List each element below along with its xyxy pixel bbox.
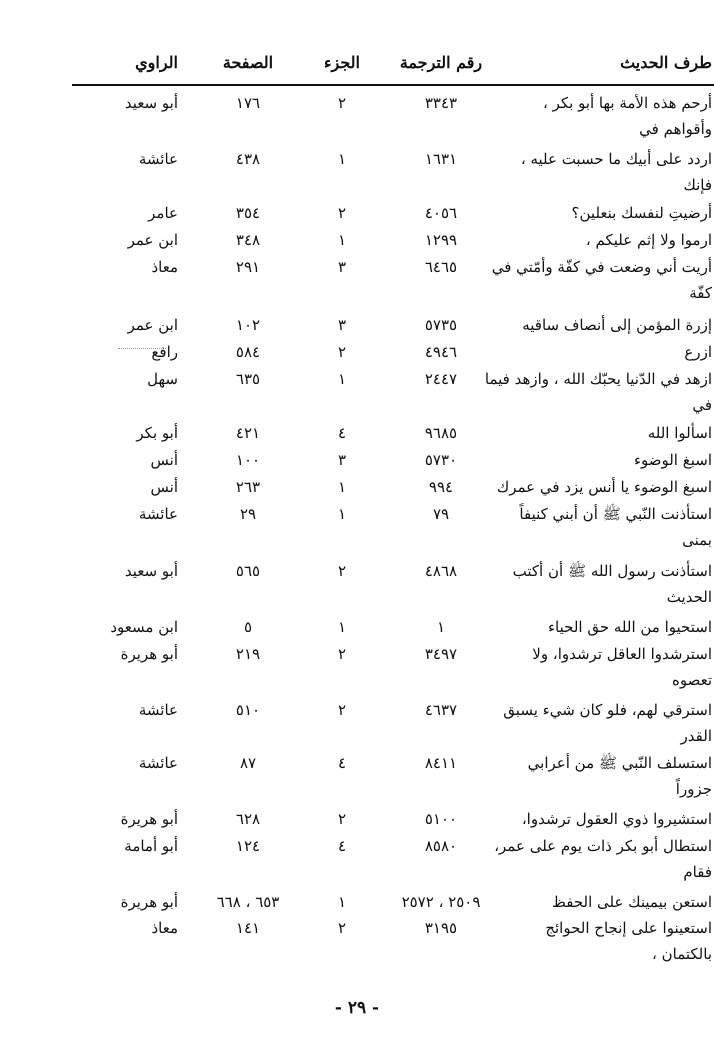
- juz-number: ٢: [337, 562, 347, 580]
- juz-number: ٢: [337, 701, 347, 719]
- juz-number: ٢: [337, 645, 347, 663]
- tarjama-number: ١٢٩٩: [424, 231, 458, 249]
- narrator-name: رافع: [151, 343, 178, 361]
- juz-number: ٢: [337, 204, 347, 222]
- hadith-text: ارموا ولا إثم عليكم ،: [585, 231, 712, 249]
- hadith-continuation: في: [692, 396, 712, 414]
- tarjama-number: ٣٤٩٧: [424, 645, 458, 663]
- juz-number: ١: [337, 893, 347, 911]
- narrator-name: أبو هريرة: [120, 810, 178, 828]
- page-number: ٤٣٨: [235, 150, 261, 168]
- juz-number: ٣: [337, 258, 347, 276]
- juz-number: ١: [337, 478, 347, 496]
- hadith-continuation: جزوراً: [675, 780, 712, 798]
- hadith-text: استعينوا على إنجاح الحوائج: [545, 919, 712, 937]
- narrator-name: أبو هريرة: [120, 645, 178, 663]
- hadith-continuation: وأقواهم في: [639, 120, 712, 138]
- juz-number: ٢: [337, 94, 347, 112]
- header-juz: الجزء: [324, 53, 360, 72]
- hadith-text: أريت أني وضعت في كفّة وأمّتي في: [491, 258, 712, 276]
- hadith-text: اردد على أبيك ما حسبت عليه ،: [520, 150, 712, 168]
- hadith-text: استأذنت النّبي ﷺ أن أبني كنيفاً: [519, 505, 712, 523]
- table-header: [0, 50, 714, 76]
- page-number: ٥: [243, 618, 253, 636]
- hadith-continuation: فإنك: [683, 176, 712, 194]
- juz-number: ٣: [337, 451, 347, 469]
- juz-number: ٤: [337, 754, 347, 772]
- tarjama-number: ٩٦٨٥: [424, 424, 458, 442]
- hadith-continuation: تعصوه: [671, 671, 712, 689]
- juz-number: ١: [337, 231, 347, 249]
- page-number: ١٢٤: [235, 837, 261, 855]
- tarjama-number: ٢٤٤٧: [424, 370, 458, 388]
- hadith-text: استشيروا ذوي العقول ترشدوا،: [521, 810, 712, 828]
- juz-number: ٢: [337, 343, 347, 361]
- hadith-text: استسلف النّبي ﷺ من أعرابي: [527, 754, 712, 772]
- page-number: ٥٦٥: [235, 562, 261, 580]
- narrator-name: أنس: [150, 451, 178, 469]
- hadith-text: استحيوا من الله حق الحياء: [547, 618, 712, 636]
- page-number: ١٧٦: [235, 94, 261, 112]
- narrator-name: أبو بكر: [136, 424, 178, 442]
- juz-number: ٣: [337, 316, 347, 334]
- tarjama-number: ١٦٣١: [424, 150, 458, 168]
- narrator-name: ابن مسعود: [110, 618, 178, 636]
- hadith-text: ازرع: [684, 343, 712, 361]
- juz-number: ١: [337, 505, 347, 523]
- tarjama-number: ٨٤١١: [424, 754, 458, 772]
- tarjama-number: ٥٧٣٥: [424, 316, 458, 334]
- footer-page-number: - ٢٩ -: [334, 998, 380, 1018]
- tarjama-number: ٤٨٦٨: [424, 562, 458, 580]
- header-rule: [72, 84, 714, 86]
- narrator-name: عائشة: [138, 701, 178, 719]
- hadith-text: أرضيتِ لنفسك بنعلين؟: [571, 204, 712, 222]
- tarjama-number: ٤٩٤٦: [424, 343, 458, 361]
- hadith-text: أرحم هذه الأمة بها أبو بكر ،: [542, 94, 712, 112]
- narrator-name: سهل: [147, 370, 178, 388]
- hadith-continuation: كفّة: [689, 284, 712, 302]
- hadith-text: ازهد في الدّنيا يحبّك الله ، وازهد فيما: [484, 370, 712, 388]
- juz-number: ٢: [337, 919, 347, 937]
- narrator-name: أبو أمامة: [124, 837, 178, 855]
- narrator-name: ابن عمر: [127, 316, 178, 334]
- header-page: الصفحة: [222, 53, 274, 72]
- hadith-text: اسألوا الله: [647, 424, 712, 442]
- page-number: ٢٩١: [235, 258, 261, 276]
- hadith-text: إزرة المؤمن إلى أنصاف ساقيه: [522, 316, 712, 334]
- header-hadith: طرف الحديث: [620, 53, 712, 72]
- hadith-text: اسبغ الوضوء يا أنس يزد في عمرك: [496, 478, 712, 496]
- page-number: ٣٥٤: [235, 204, 261, 222]
- page-number: ٢٦٣: [235, 478, 261, 496]
- tarjama-number: ١: [436, 618, 446, 636]
- juz-number: ١: [337, 618, 347, 636]
- narrator-name: أبو سعيد: [124, 562, 178, 580]
- juz-number: ١: [337, 150, 347, 168]
- page-number: ١٠٠: [235, 451, 261, 469]
- juz-number: ٢: [337, 810, 347, 828]
- tarjama-number: ٤٠٥٦: [424, 204, 458, 222]
- hadith-continuation: القدر: [680, 727, 712, 745]
- page-number: ٥٨٤: [235, 343, 261, 361]
- page-number: ٨٧: [239, 754, 257, 772]
- header-narrator: الراوي: [135, 53, 178, 72]
- header-tarjama: رقم الترجمة: [399, 53, 483, 72]
- narrator-name: عامر: [148, 204, 178, 222]
- page-number: ١٠٢: [235, 316, 261, 334]
- page-number: ٦٢٨: [235, 810, 261, 828]
- narrator-name: أنس: [150, 478, 178, 496]
- hadith-text: استأذنت رسول الله ﷺ أن أكتب: [512, 562, 712, 580]
- narrator-name: معاذ: [151, 258, 178, 276]
- page-number: ٢١٩: [235, 645, 261, 663]
- tarjama-number: ٧٩: [432, 505, 450, 523]
- hadith-continuation: بمنى: [682, 531, 712, 549]
- narrator-name: أبو سعيد: [124, 94, 178, 112]
- narrator-name: عائشة: [138, 150, 178, 168]
- hadith-continuation: الحديث: [666, 588, 712, 606]
- tarjama-number: ٣١٩٥: [424, 919, 458, 937]
- hadith-text: استرقي لهم، فلو كان شيء يسبق: [503, 701, 712, 719]
- juz-number: ٤: [337, 837, 347, 855]
- tarjama-number: ٢٥٠٩ ، ٢٥٧٢: [401, 893, 481, 911]
- page-number: ٢٩: [239, 505, 257, 523]
- hadith-text: استطال أبو بكر ذات يوم على عمر،: [494, 837, 712, 855]
- page-number: ٦٣٥: [235, 370, 261, 388]
- narrator-name: أبو هريرة: [120, 893, 178, 911]
- narrator-name: عائشة: [138, 754, 178, 772]
- narrator-name: معاذ: [151, 919, 178, 937]
- juz-number: ٤: [337, 424, 347, 442]
- page-number: ١٤١: [235, 919, 261, 937]
- tarjama-number: ٥١٠٠: [424, 810, 458, 828]
- narrator-name: ابن عمر: [127, 231, 178, 249]
- tarjama-number: ٤٦٣٧: [424, 701, 458, 719]
- tarjama-number: ٨٥٨٠: [424, 837, 458, 855]
- tarjama-number: ٩٩٤: [428, 478, 454, 496]
- hadith-continuation: بالكتمان ،: [652, 945, 712, 963]
- page-number: ٤٢١: [235, 424, 261, 442]
- page-number: ٥١٠: [235, 701, 261, 719]
- tarjama-number: ٦٤٦٥: [424, 258, 458, 276]
- juz-number: ١: [337, 370, 347, 388]
- tarjama-number: ٥٧٣٠: [424, 451, 458, 469]
- page-number: ٣٤٨: [235, 231, 261, 249]
- tarjama-number: ٣٣٤٣: [424, 94, 458, 112]
- page-number: ٦٥٣ ، ٦٦٨: [216, 893, 280, 911]
- narrator-name: عائشة: [138, 505, 178, 523]
- hadith-text: استرشدوا العاقل ترشدوا، ولا: [532, 645, 712, 663]
- hadith-text: استعن بيمينك على الحفظ: [552, 893, 712, 911]
- hadith-text: اسبغ الوضوء: [633, 451, 712, 469]
- hadith-continuation: فقام: [683, 863, 712, 881]
